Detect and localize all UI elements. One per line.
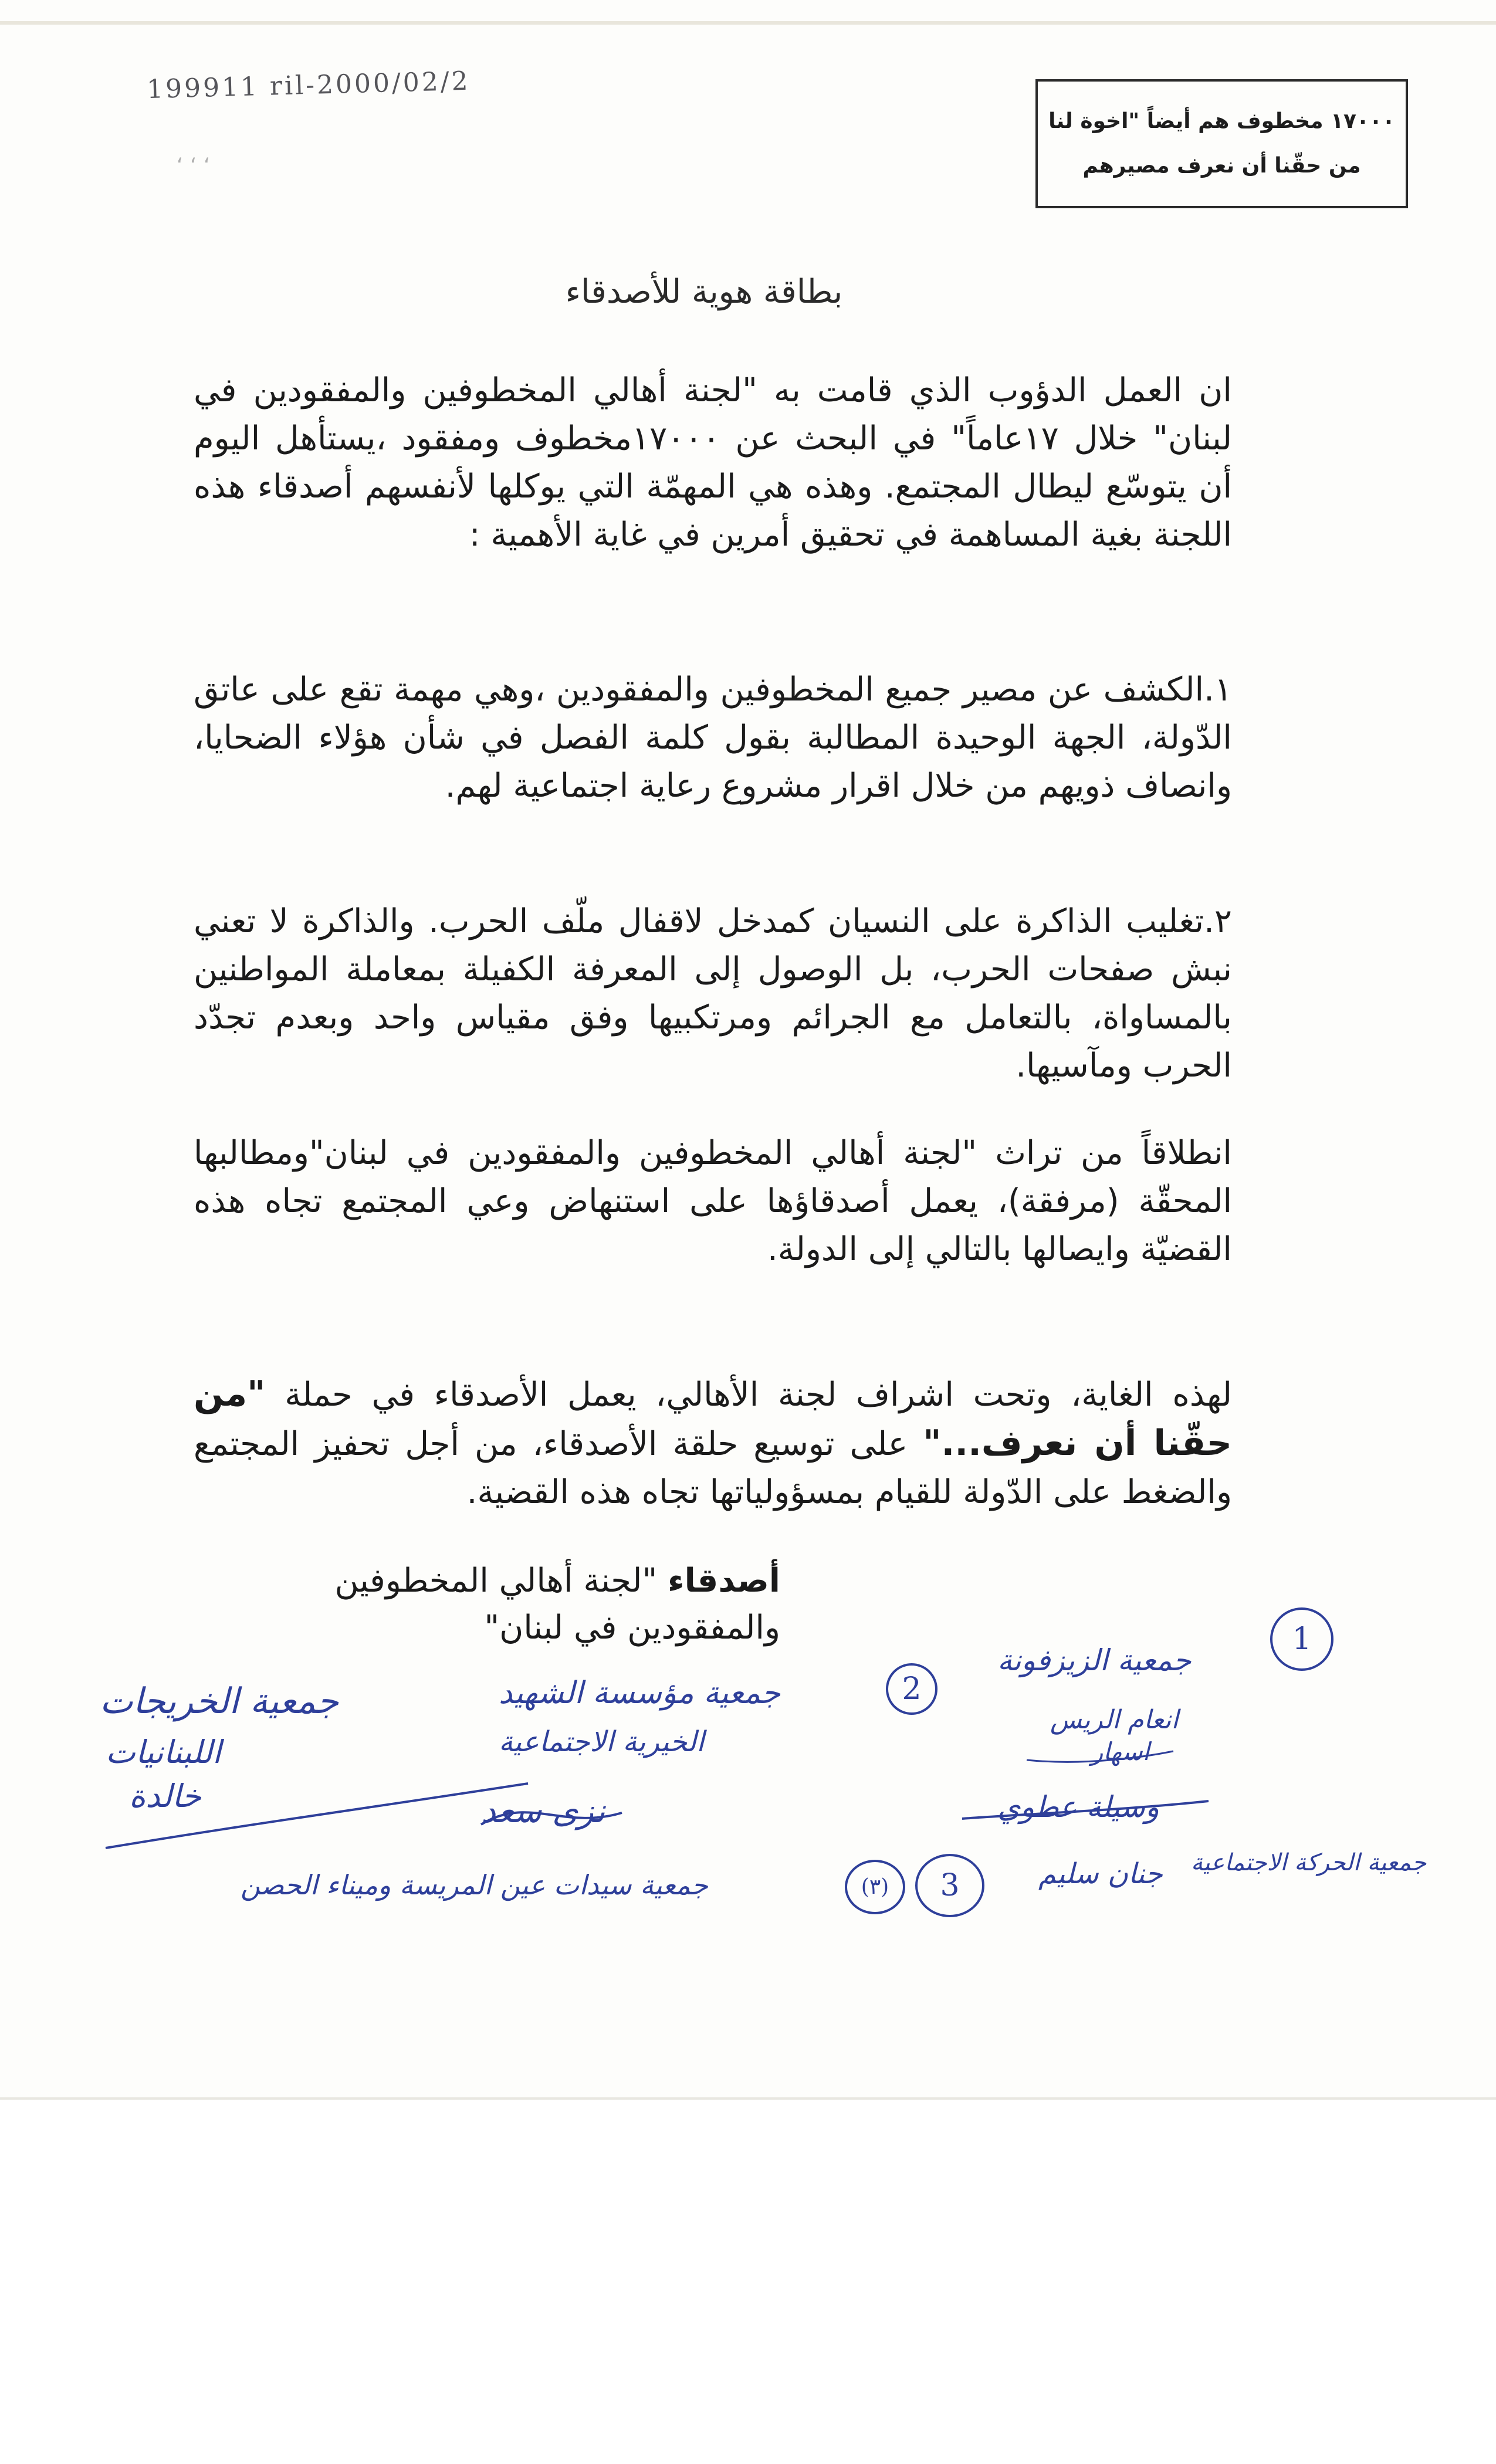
handwritten-org-2-subtitle: الخيرية الاجتماعية	[499, 1725, 705, 1758]
slogan-line-2: من حقّنا أن نعرف مصيرهم	[1082, 154, 1361, 178]
handwritten-org-1: جمعية الزيزفونة	[997, 1643, 1192, 1677]
paragraph-goal-1: ١.الكشف عن مصير جميع المخطوفين والمفقودين ،وهي مهمة تقع على عاتق الدّولة، الجهة الوحيدة المطالبة بقول كلمة الفصل في شأن هؤلاء الضحايا، وانصاف ذويهم من خلال اقرار مشروع رعاية اجتماعية لهم.	[194, 671, 1232, 805]
handwritten-org-1-name: انعام الريس	[1050, 1705, 1179, 1735]
number-circle-3: 3	[915, 1854, 984, 1917]
number-circle-small: (٣)	[845, 1860, 905, 1914]
document-title: بطاقة هوية للأصدقاء	[565, 273, 843, 311]
handwritten-org-2: جمعية مؤسسة الشهيد	[499, 1676, 781, 1711]
signature-friends: أصدقاء	[668, 1562, 780, 1600]
number-circle-2: 2	[886, 1663, 937, 1715]
handwritten-org-1-extra: اسهار	[1091, 1737, 1150, 1766]
slogan-line-1: ١٧٠٠٠ مخطوف هم أيضاً "اخوة لنا	[1048, 109, 1395, 133]
signature-stroke-3	[481, 1812, 622, 1825]
signature-stroke-2	[962, 1801, 1209, 1819]
signature-committee: "لجنة أهالي المخطوفين	[334, 1562, 668, 1600]
handwritten-org-5: جمعية الحركة الاجتماعية	[1191, 1849, 1427, 1876]
handwritten-reference-number: 199911 ril-2000/02/2	[146, 66, 471, 105]
handwritten-org-4: جمعية الخريجات	[100, 1681, 339, 1722]
campaign-name: "من حقّنا أن نعرف..."	[194, 1373, 1232, 1464]
campaign-text-part2: على توسيع حلقة الأصدقاء، من أجل تحفيز المجتمع والضغط على الدّولة للقيام بمسؤولياتها تجاه هذه القضية.	[194, 1425, 1232, 1511]
campaign-text-part1: لهذه الغاية، وتحت اشراف لجنة الأهالي، يعمل الأصدقاء في حملة	[265, 1376, 1232, 1414]
handwritten-org-5-signature: جنان سليم	[1038, 1857, 1163, 1890]
signature-line-2: والمفقودين في لبنان"	[484, 1609, 780, 1647]
handwritten-org-1-signature: وسيلة عطوي	[997, 1790, 1160, 1824]
handwritten-org-3: جمعية سيدات عين المريسة وميناء الحصن	[241, 1869, 708, 1901]
signature-stroke-4	[1027, 1751, 1173, 1762]
handwritten-org-4-subtitle: اللبنانيات	[106, 1734, 221, 1771]
paragraph-goal-2: ٢.تغليب الذاكرة على النسيان كمدخل لاقفال ملّف الحرب. والذاكرة لا تعني نبش صفحات الحرب، بل الوصول إلى المعرفة الكفيلة بمعاملة المواطنين بالمساواة، بالتعامل مع الجرائم ومرتكبيها وفق مقياس واحد وبعدم تجدّد الحرب ومآسيها.	[194, 902, 1232, 1085]
handwritten-org-4-signature: خالدة	[129, 1778, 201, 1815]
paragraph-intro: ان العمل الدؤوب الذي قامت به "لجنة أهالي المخطوفين والمفقودين في لبنان" خلال ١٧عاماً" في البحث عن ١٧٠٠٠مخطوف ومفقود ،يستأهل اليوم أن يتوسّع ليطال المجتمع. وهذه هي المهمّة التي يوكلها لأنفسهم أصدقاء هذه اللجنة بغية المساهمة في تحقيق أمرين في غاية الأهمية :	[194, 371, 1233, 554]
handwritten-org-2-signature: نزى سعد	[481, 1792, 605, 1830]
signature-stroke-1	[106, 1778, 528, 1848]
scan-marks: ، ، ،	[176, 144, 210, 168]
number-circle-1: 1	[1270, 1607, 1333, 1671]
paragraph-heritage: انطلاقاً من تراث "لجنة أهالي المخطوفين والمفقودين في لبنان"ومطالبها المحقّة (مرفقة)، يعمل أصدقاؤها على استنهاض وعي المجتمع تجاه هذه القضيّة وايصالها بالتالي إلى الدولة.	[194, 1134, 1232, 1268]
